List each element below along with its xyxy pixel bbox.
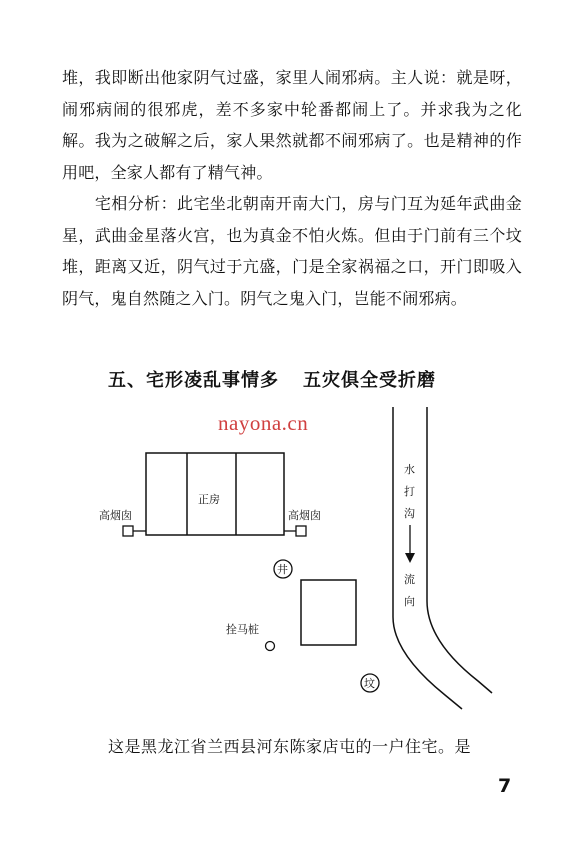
main-house-label: 正房 — [198, 493, 220, 506]
watermark: nayona.cn — [218, 411, 309, 435]
flow-label-1: 流 — [404, 573, 415, 586]
heading-part-2: 五灾俱全受折磨 — [303, 370, 436, 391]
ditch-right-bank — [427, 407, 492, 693]
flow-label-2: 向 — [404, 595, 415, 608]
paragraph-1: 堆，我即断出他家阴气过盛，家里人闹邪病。主人说：就是呀，闹邪病闹的很邪虎，差不多家中轮番都闹上了。并求我为之化解。我为之破解之后，家人果然就都不闹邪病了。也是精神的作用吧，全家人都有了精气神。 — [62, 68, 522, 182]
yard-building — [301, 580, 356, 645]
heading-part-1: 五、宅形凌乱事情多 — [108, 370, 279, 391]
hitching-post-symbol — [266, 642, 275, 651]
chimney-left-label: 高烟囱 — [99, 509, 132, 522]
paragraph-2: 宅相分析：此宅坐北朝南开南大门，房与门互为延年武曲金星，武曲金星落火宫，也为真金不怕火炼。但由于门前有三个坟堆，距离又近，阴气过于亢盛，门是全家祸福之口，开门即吸入阴气，鬼自然随之入门。阴气之鬼入门，岂能不闹邪病。 — [62, 194, 522, 308]
bottom-line-text: 这是黑龙江省兰西县河东陈家店屯的一户住宅。是 — [108, 737, 472, 756]
chimney-left — [123, 526, 133, 536]
house-layout-diagram — [0, 395, 581, 715]
body-text — [62, 62, 522, 314]
chimney-right — [296, 526, 306, 536]
grave-label: 坟 — [364, 677, 375, 690]
hitching-post-label: 拴马桩 — [226, 623, 259, 636]
well-label: 井 — [277, 563, 288, 576]
flow-arrow-head — [405, 553, 415, 563]
ditch-label-3: 沟 — [404, 507, 415, 520]
page-number: 7 — [498, 775, 512, 797]
chimney-right-label: 高烟囱 — [288, 509, 321, 522]
ditch-label-2: 打 — [404, 485, 415, 498]
ditch-label-1: 水 — [404, 463, 415, 476]
section-heading — [108, 366, 436, 392]
